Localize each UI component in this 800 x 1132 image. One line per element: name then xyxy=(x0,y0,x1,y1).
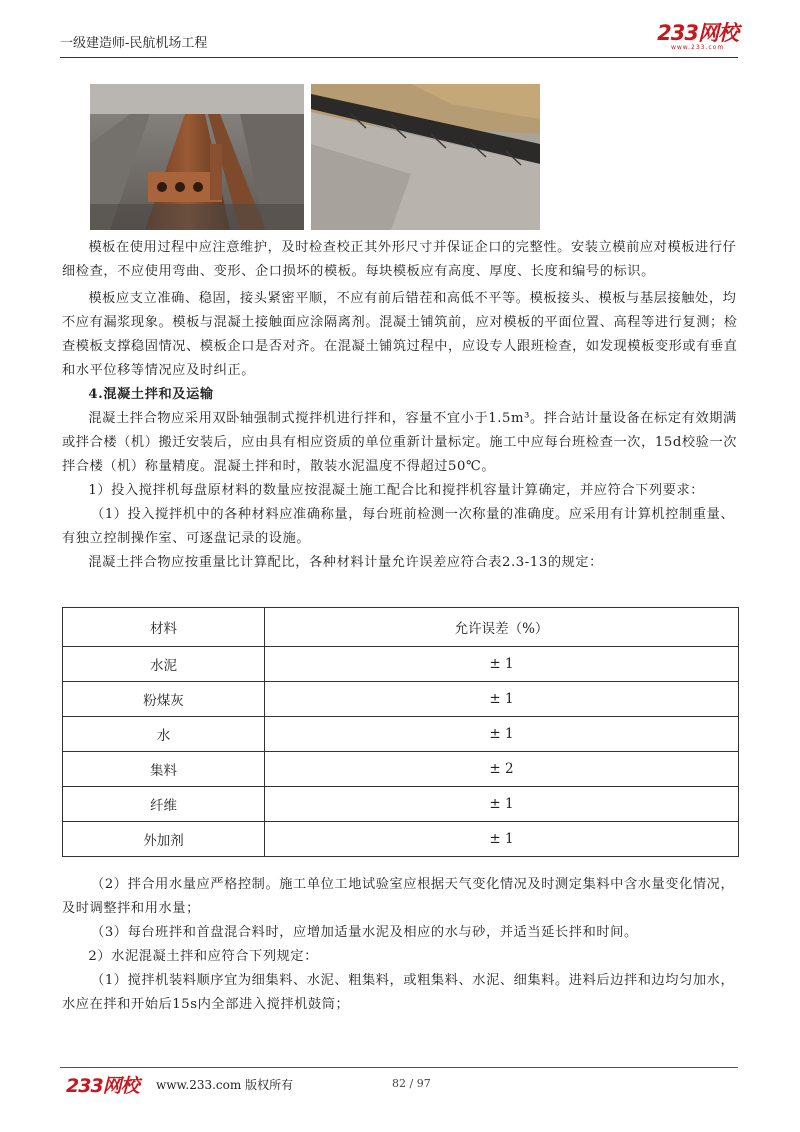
table-cell-tolerance: ± 1 xyxy=(265,787,739,822)
table-cell-material: 纤维 xyxy=(63,787,265,822)
paragraph-formwork-installation: 模板应支立准确、稳固，接头紧密平顺，不应有前后错茬和高低不平等。模板接头、模板与基层接触处，均不应有漏浆现象。模板与混凝土接触面应涂隔离剂。混凝土铺筑前，应对模板的平面位置、高程等进行复测；检查模板支撑稳固情况、模板企口是否对齐。在混凝土铺筑过程中，应设专人跟班检查，如发现模板变形或有垂直和水平位移等情况应及时纠正。 xyxy=(62,291,738,378)
table-cell-material: 水泥 xyxy=(63,647,265,682)
paragraph-formwork-maintenance: 模板在使用过程中应注意维护，及时检查校正其外形尺寸并保证企口的完整性。安装立模前应对模板进行仔细检查，不应使用弯曲、变形、企口损坏的模板。每块模板应有高度、厚度、长度和编号的标识。 xyxy=(62,240,737,279)
table-cell-material: 粉煤灰 xyxy=(63,682,265,717)
footer-brand-logo[interactable]: 233网校 xyxy=(66,1075,139,1097)
brand-logo-text: 233网校 xyxy=(657,21,738,45)
paragraph-requirement-2: 2）水泥混凝土拌和应符合下列规定： xyxy=(88,949,318,964)
table-cell-tolerance: ± 1 xyxy=(265,717,739,752)
section-heading: 4.混凝土拌和及运输 xyxy=(88,387,214,402)
table-cell-material: 外加剂 xyxy=(63,822,265,857)
table-cell-tolerance: ± 1 xyxy=(265,682,739,717)
paragraph-requirement-1-1: （1）投入搅拌机中的各种材料应准确称量，每台班前检测一次称量的准确度。应采用有计算机控制重量、有独立控制操作室、可逐盘记录的设施。 xyxy=(62,507,735,546)
slipform-edge-photo xyxy=(311,84,540,230)
table-row xyxy=(63,787,739,822)
footer-copyright: www.233.com 版权所有 xyxy=(156,1078,294,1092)
table-cell-material: 水 xyxy=(63,717,265,752)
paragraph-requirement-2-1: （1）搅拌机装料顺序宜为细集料、水泥、粗集料，或粗集料、水泥、细集料。进料后边拌和边均匀加水，水应在拌和开始后15s内全部进入搅拌机鼓筒； xyxy=(62,973,735,1012)
table-row xyxy=(63,822,739,857)
table-header-row xyxy=(63,608,739,647)
brand-logo[interactable] xyxy=(657,22,738,51)
body-section-2 xyxy=(62,873,740,1017)
paragraph-requirement-1-2: （2）拌合用水量应严格控制。施工单位工地试验室应根据天气变化情况及时测定集料中含水量变化情况，及时调整拌和用水量； xyxy=(62,877,735,916)
brand-logo-url: www.233.com xyxy=(670,44,725,51)
table-cell-tolerance: ± 1 xyxy=(265,647,739,682)
table-row xyxy=(63,717,739,752)
table-row xyxy=(63,752,739,787)
table-cell-tolerance: ± 2 xyxy=(265,752,739,787)
table-row xyxy=(63,647,739,682)
page-number: 82 / 97 xyxy=(392,1077,431,1090)
table-header-tolerance: 允许误差（%） xyxy=(265,608,739,647)
paragraph-requirement-1: 1）投入搅拌机每盘原材料的数量应按混凝土施工配合比和搅拌机容量计算确定，并应符合下列要求： xyxy=(88,483,705,498)
table-header-material: 材料 xyxy=(63,608,265,647)
body-section-1 xyxy=(62,236,740,575)
document-title: 一级建造师-民航机场工程 xyxy=(60,36,208,51)
table-row xyxy=(63,682,739,717)
paragraph-requirement-1-3: （3）每台班拌和首盘混合料时，应增加适量水泥及相应的水与砂，并适当延长拌和时间。 xyxy=(91,925,638,940)
paragraph-table-intro: 混凝土拌合物应按重量比计算配比，各种材料计量允许误差应符合表2.3-13的规定： xyxy=(88,555,603,570)
paragraph-mixing-equipment: 混凝土拌合物应采用双卧轴强制式搅拌机进行拌和，容量不宜小于1.5m³。拌合站计量设备在标定有效期满或拌合楼（机）搬迁安装后，应由具有相应资质的单位重新计量标定。施工中应每台班检查一次，15d校验一次拌合楼（机）称量精度。混凝土拌和时，散装水泥温度不得超过50℃。 xyxy=(62,411,738,474)
page-header xyxy=(60,22,738,54)
table-cell-tolerance: ± 1 xyxy=(265,822,739,857)
header-divider xyxy=(60,57,738,58)
footer-divider xyxy=(60,1067,738,1068)
steel-formwork-photo xyxy=(90,84,304,230)
table-cell-material: 集料 xyxy=(63,752,265,787)
tolerance-table xyxy=(62,607,739,857)
